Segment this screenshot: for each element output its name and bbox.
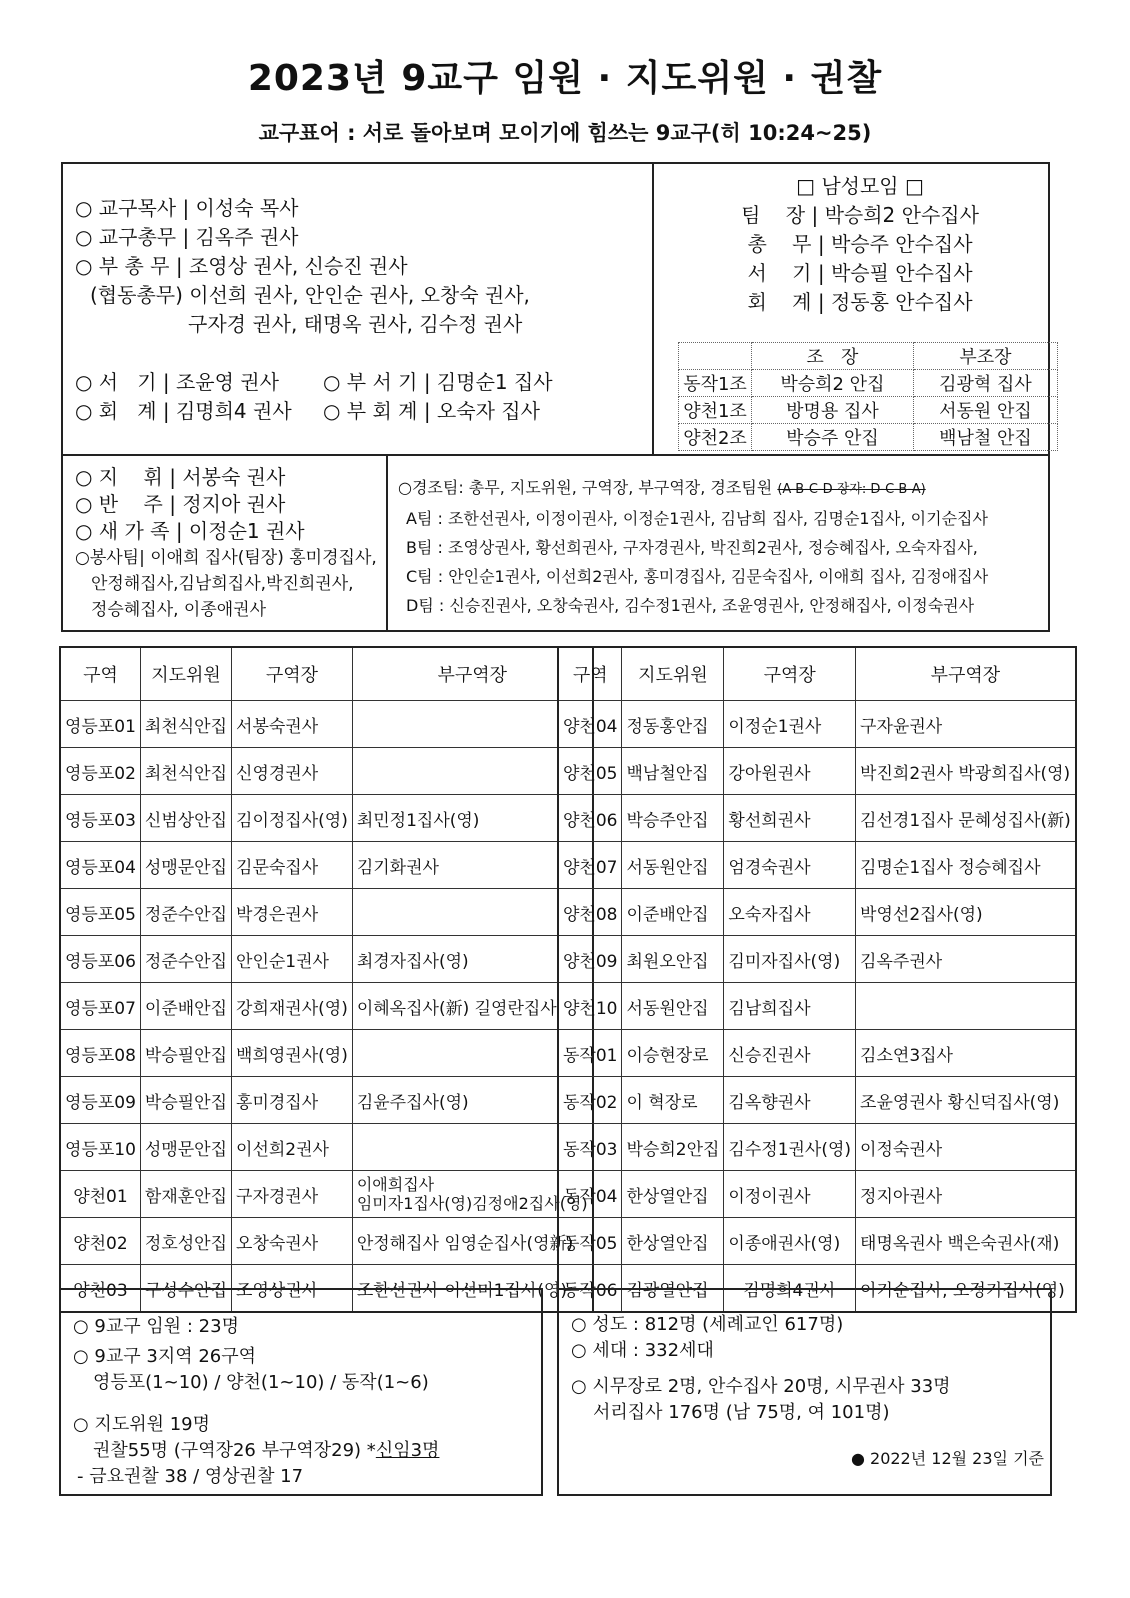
table-row <box>558 748 1076 795</box>
leader-cell: 박승필안집 <box>140 1030 231 1077</box>
table-header-row <box>558 647 1076 701</box>
district-cell: 동작03 <box>558 1124 622 1171</box>
table-row <box>60 1171 593 1218</box>
vice-head-cell: 이애희집사 임미자1집사(영)김정애2집사(영) <box>352 1171 592 1218</box>
district-cell: 양천07 <box>558 842 622 889</box>
leader-cell: 박승주안집 <box>622 795 724 842</box>
district-head-cell: 구자경권사 <box>232 1171 353 1218</box>
role-line: ○봉사팀| 이애희 집사(팀장) 홍미경집사, <box>75 548 377 568</box>
col-header: 구역 <box>558 647 622 701</box>
table-row <box>60 1218 593 1265</box>
district-head-cell: 백희영권사(영) <box>232 1030 353 1077</box>
condolence-team: A팀 : 조한선권사, 이정이권사, 이정순1권사, 김남희 집사, 김명순1집사, 이기순집사 <box>406 509 988 528</box>
district-head-cell: 김이정집사(영) <box>232 795 353 842</box>
table-row <box>60 842 593 889</box>
col-header: 부구역장 <box>352 647 592 701</box>
district-head-cell: 신영경권사 <box>232 748 353 795</box>
table-row <box>558 842 1076 889</box>
footer-line: ○ 성도 : 812명 (세례교인 617명) <box>571 1314 844 1335</box>
district-cell: 동작04 <box>558 1171 622 1218</box>
district-head-cell: 서봉숙권사 <box>232 701 353 748</box>
table-row <box>60 1077 593 1124</box>
footer-line: - 금요권찰 38 / 영상권찰 17 <box>77 1466 304 1487</box>
roles-divider <box>386 454 388 632</box>
table-row <box>558 889 1076 936</box>
jo-header: 부조장 <box>913 343 1057 370</box>
leader-cell: 박승필안집 <box>140 1077 231 1124</box>
footer-line: ○ 9교구 임원 : 23명 <box>73 1316 239 1337</box>
district-head-cell: 김수정1권사(영) <box>724 1124 856 1171</box>
jo-cell: 양천1조 <box>679 397 752 424</box>
col-header: 지도위원 <box>622 647 724 701</box>
district-head-cell: 이정순1권사 <box>724 701 856 748</box>
table-row <box>60 983 593 1030</box>
footer-line: ○ 9교구 3지역 26구역 <box>73 1346 257 1367</box>
leader-cell: 정준수안집 <box>140 889 231 936</box>
jo-cell: 양천2조 <box>679 424 752 451</box>
role-line: ○ 지 휘 | 서봉숙 권사 <box>75 465 286 489</box>
table-row <box>60 1124 593 1171</box>
mens-group-line: 회 계 | 정동홍 안수집사 <box>747 290 973 314</box>
district-head-cell: 이정이권사 <box>724 1171 856 1218</box>
leader-cell: 김광열안집 <box>622 1265 724 1313</box>
vice-head-cell: 태명옥권사 백은숙권사(재) <box>856 1218 1076 1265</box>
district-table-left <box>59 646 594 1313</box>
vice-head-cell: 김소연3집사 <box>856 1030 1076 1077</box>
vice-head-cell: 이혜옥집사(新) 길영란집사 <box>352 983 592 1030</box>
vice-head-cell: 김기화권사 <box>352 842 592 889</box>
district-cell: 영등포04 <box>60 842 140 889</box>
mens-jo-table <box>678 342 1058 451</box>
table-row <box>558 1218 1076 1265</box>
leader-cell: 이승현장로 <box>622 1030 724 1077</box>
district-cell: 동작05 <box>558 1218 622 1265</box>
district-head-cell: 김미자집사(영) <box>724 936 856 983</box>
footer-new: 신임3명 <box>375 1440 440 1461</box>
footer-line <box>73 1438 541 1464</box>
table-row <box>558 1030 1076 1077</box>
district-head-cell: 이종애권사(영) <box>724 1218 856 1265</box>
district-cell: 양천03 <box>60 1265 140 1313</box>
leader-cell: 성맹문안집 <box>140 842 231 889</box>
col-header: 구역 <box>60 647 140 701</box>
district-cell: 양천10 <box>558 983 622 1030</box>
district-head-cell: 김남희집사 <box>724 983 856 1030</box>
district-head-cell: 강희재권사(영) <box>232 983 353 1030</box>
roles-section <box>75 464 377 623</box>
district-cell: 양천06 <box>558 795 622 842</box>
vice-head-cell: 김명순1집사 정승혜집사 <box>856 842 1076 889</box>
role-line: ○ 새 가 족 | 이정순1 권사 <box>75 519 305 543</box>
leader-cell: 이 혁장로 <box>622 1077 724 1124</box>
table-row <box>60 748 593 795</box>
vice-head-cell: 이정숙권사 <box>856 1124 1076 1171</box>
district-head-cell: 조영상권사 <box>232 1265 353 1313</box>
district-cell: 영등포06 <box>60 936 140 983</box>
page-subtitle: 교구표어 : 서로 돌아보며 모이기에 힘쓰는 9교구(히 10:24~25) <box>258 121 872 145</box>
leader-cell: 최원오안집 <box>622 936 724 983</box>
table-row <box>60 889 593 936</box>
district-cell: 영등포08 <box>60 1030 140 1077</box>
district-cell: 양천09 <box>558 936 622 983</box>
role-line: 안정해집사,김남희집사,박진희권사, <box>91 574 354 594</box>
table-row <box>558 795 1076 842</box>
officer-line: (협동총무) 이선희 권사, 안인순 권사, 오창숙 권사, <box>90 283 530 307</box>
district-head-cell: 김옥향권사 <box>724 1077 856 1124</box>
col-header: 구역장 <box>724 647 856 701</box>
col-header: 지도위원 <box>140 647 231 701</box>
officer-line: 구자경 권사, 태명옥 권사, 김수정 권사 <box>188 312 523 336</box>
table-row <box>60 795 593 842</box>
district-cell: 양천02 <box>60 1218 140 1265</box>
district-cell: 양천08 <box>558 889 622 936</box>
footer-left-box <box>59 1288 543 1496</box>
officers-divider <box>652 162 654 456</box>
table-row <box>60 936 593 983</box>
footer-line: ○ 지도위원 19명 <box>73 1414 210 1435</box>
condolence-struck: (A-B-C-D 장자: D-C-B-A) <box>777 482 926 497</box>
jo-cell: 박승희2 안집 <box>752 370 914 397</box>
condolence-team: D팀 : 신승진권사, 오창숙권사, 김수정1권사, 조윤영권사, 안정해집사, 이정숙권사 <box>406 596 975 615</box>
district-head-cell: 이선희2권사 <box>232 1124 353 1171</box>
vice-head-cell: 박진희2권사 박광희집사(영) <box>856 748 1076 795</box>
page-title: 2023년 9교구 임원 · 지도위원 · 권찰 <box>247 58 883 99</box>
table-header-row <box>60 647 593 701</box>
vice-head-cell: 김옥주권사 <box>856 936 1076 983</box>
vice-head-cell: 김윤주집사(영) <box>352 1077 592 1124</box>
table-row <box>558 936 1076 983</box>
jo-cell: 백남철 안집 <box>913 424 1057 451</box>
officer-line: ○ 부 총 무 | 조영상 권사, 신승진 권사 <box>75 254 408 278</box>
condolence-team: C팀 : 안인순1권사, 이선희2권사, 홍미경집사, 김문숙집사, 이애희 집사, 김정애집사 <box>406 567 989 586</box>
vice-head-cell: 조한선권사 이선미1집사(영) <box>352 1265 592 1313</box>
leader-cell: 함재훈안집 <box>140 1171 231 1218</box>
district-cell: 영등포01 <box>60 701 140 748</box>
officer-line: ○ 교구목사 | 이성숙 목사 <box>75 196 299 220</box>
district-cell: 동작01 <box>558 1030 622 1077</box>
mens-group-line: 서 기 | 박승필 안수집사 <box>747 261 973 285</box>
district-cell: 양천01 <box>60 1171 140 1218</box>
district-head-cell: 오숙자집사 <box>724 889 856 936</box>
table-row <box>558 1077 1076 1124</box>
jo-cell: 김광혁 집사 <box>913 370 1057 397</box>
district-cell: 영등포05 <box>60 889 140 936</box>
footer-right-box <box>557 1288 1052 1496</box>
leader-cell: 성맹문안집 <box>140 1124 231 1171</box>
footer-line: 서리집사 176명 (남 75명, 여 101명) <box>593 1402 890 1423</box>
leader-cell: 박승희2안집 <box>622 1124 724 1171</box>
district-cell: 영등포09 <box>60 1077 140 1124</box>
vice-head-cell: 박영선2집사(영) <box>856 889 1076 936</box>
district-head-cell: 안인순1권사 <box>232 936 353 983</box>
jo-cell: 서동원 안집 <box>913 397 1057 424</box>
leader-cell: 최천식안집 <box>140 701 231 748</box>
col-header: 구역장 <box>232 647 353 701</box>
leader-cell: 정동홍안집 <box>622 701 724 748</box>
district-head-cell: 신승진권사 <box>724 1030 856 1077</box>
leader-cell: 이준배안집 <box>140 983 231 1030</box>
leader-cell: 서동원안집 <box>622 983 724 1030</box>
table-row <box>558 1124 1076 1171</box>
condolence-head: ○경조팀: 총무, 지도위원, 구역장, 부구역장, 경조팀원 <box>398 478 773 497</box>
jo-header: 조 장 <box>752 343 914 370</box>
jo-header <box>679 343 752 370</box>
district-cell: 영등포10 <box>60 1124 140 1171</box>
condolence-team: B팀 : 조영상권사, 황선희권사, 구자경권사, 박진희2권사, 정승혜집사, 오숙자집사, <box>406 538 978 557</box>
leader-cell: 한상열안집 <box>622 1171 724 1218</box>
district-cell: 동작06 <box>558 1265 622 1313</box>
district-cell: 양천05 <box>558 748 622 795</box>
footer-line: 영등포(1~10) / 양천(1~10) / 동작(1~6) <box>93 1372 429 1393</box>
footer-date: ● 2022년 12월 23일 기준 <box>850 1449 1044 1468</box>
mens-group-line: 총 무 | 박승주 안수집사 <box>747 232 973 256</box>
vice-treasurer: ○ 부 회 계 | 오숙자 집사 <box>323 399 540 423</box>
district-head-cell: 김문숙집사 <box>232 842 353 889</box>
condolence-head-line <box>398 473 988 504</box>
table-row <box>60 1030 593 1077</box>
officers-section <box>75 194 530 339</box>
vice-secretary: ○ 부 서 기 | 김명순1 집사 <box>323 370 553 394</box>
district-cell: 영등포02 <box>60 748 140 795</box>
district-cell: 동작02 <box>558 1077 622 1124</box>
vice-head-cell: 김선경1집사 문혜성집사(新) <box>856 795 1076 842</box>
table-row <box>60 701 593 748</box>
jo-cell: 박승주 안집 <box>752 424 914 451</box>
role-line: ○ 반 주 | 정지아 권사 <box>75 492 286 516</box>
leader-cell: 정호성안집 <box>140 1218 231 1265</box>
vice-head-cell: 정지아권사 <box>856 1171 1076 1218</box>
district-cell: 양천04 <box>558 701 622 748</box>
treasurer: ○ 회 계 | 김명희4 권사 <box>75 399 292 423</box>
jo-cell: 방명용 집사 <box>752 397 914 424</box>
table-row <box>558 701 1076 748</box>
officer-line: ○ 교구총무 | 김옥주 권사 <box>75 225 299 249</box>
footer-line: ○ 세대 : 332세대 <box>571 1340 714 1361</box>
district-head-cell: 강아원권사 <box>724 748 856 795</box>
district-head-cell: 홍미경집사 <box>232 1077 353 1124</box>
leader-cell: 정준수안집 <box>140 936 231 983</box>
district-head-cell: 김명희4권사 <box>724 1265 856 1313</box>
district-head-cell: 오창숙권사 <box>232 1218 353 1265</box>
mens-group-line: 팀 장 | 박승희2 안수집사 <box>741 203 979 227</box>
district-table-right <box>557 646 1077 1313</box>
leader-cell: 최천식안집 <box>140 748 231 795</box>
footer-count: 권찰55명 (구역장26 부구역장29) * <box>93 1440 376 1461</box>
vice-head-cell: 안정해집사 임영순집사(영新) <box>352 1218 592 1265</box>
col-header: 부구역장 <box>856 647 1076 701</box>
leader-cell: 서동원안집 <box>622 842 724 889</box>
district-cell: 영등포07 <box>60 983 140 1030</box>
district-head-cell: 엄경숙권사 <box>724 842 856 889</box>
mens-group-title: □ 남성모임 □ <box>796 174 924 198</box>
vice-head-cell: 최경자집사(영) <box>352 936 592 983</box>
role-line: 정승혜집사, 이종애권사 <box>91 600 267 620</box>
vice-head-cell: 구자윤권사 <box>856 701 1076 748</box>
vice-head-cell: 이기순집사, 오정기집사(영) <box>856 1265 1076 1313</box>
vice-head-cell: 최민정1집사(영) <box>352 795 592 842</box>
district-cell: 영등포03 <box>60 795 140 842</box>
table-row <box>558 1171 1076 1218</box>
secretary: ○ 서 기 | 조윤영 권사 <box>75 370 279 394</box>
leader-cell: 신범상안집 <box>140 795 231 842</box>
vice-head-cell <box>856 983 1076 1030</box>
vice-head-cell: 조윤영권사 황신덕집사(영) <box>856 1077 1076 1124</box>
leader-cell: 구성수안집 <box>140 1265 231 1313</box>
district-head-cell: 박경은권사 <box>232 889 353 936</box>
leader-cell: 백남철안집 <box>622 748 724 795</box>
leader-cell: 이준배안집 <box>622 889 724 936</box>
jo-cell: 동작1조 <box>679 370 752 397</box>
table-row <box>558 983 1076 1030</box>
footer-line: ○ 시무장로 2명, 안수집사 20명, 시무권사 33명 <box>571 1376 951 1397</box>
condolence-section <box>398 473 988 620</box>
leader-cell: 한상열안집 <box>622 1218 724 1265</box>
district-head-cell: 황선희권사 <box>724 795 856 842</box>
